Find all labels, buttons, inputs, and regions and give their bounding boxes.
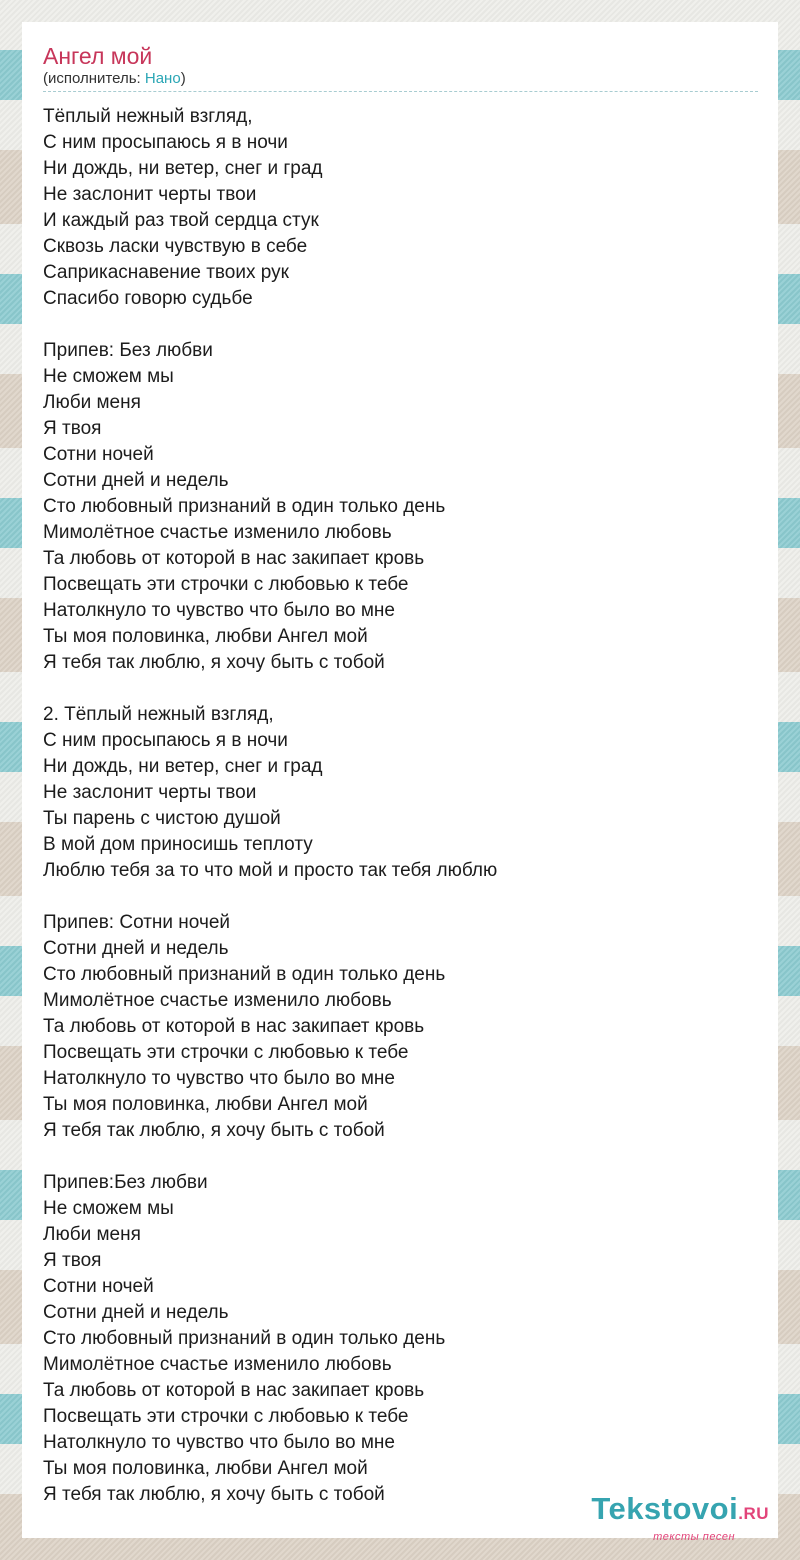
lyric-line: Люблю тебя за то что мой и просто так тебя люблю — [43, 860, 498, 881]
lyric-line: Та любовь от которой в нас закипает кровь — [43, 1016, 425, 1037]
lyric-line: Сто любовный признаний в один только день — [43, 496, 446, 517]
lyric-line: И каждый раз твой сердца стук — [43, 210, 319, 231]
lyric-line: Натолкнуло то чувство что было во мне — [43, 600, 395, 621]
logo-name: Tekstovoi — [591, 1491, 739, 1526]
lyric-line: Не заслонит черты твои — [43, 782, 257, 803]
song-title: Ангел мой — [43, 43, 153, 69]
lyric-line: Я тебя так люблю, я хочу быть с тобой — [43, 1120, 385, 1141]
lyric-line: Ни дождь, ни ветер, снег и град — [43, 158, 323, 179]
performer-line — [43, 70, 758, 90]
stanza-break — [43, 884, 758, 910]
lyric-line: Не сможем мы — [43, 1198, 174, 1219]
performer-prefix: (исполнитель: — [43, 70, 145, 87]
stanza-break — [43, 676, 758, 702]
site-logo[interactable] — [564, 1491, 769, 1543]
lyric-line: Не сможем мы — [43, 366, 174, 387]
logo-tagline: тексты песен — [653, 1531, 735, 1543]
lyric-line: Люби меня — [43, 1224, 141, 1245]
performer-suffix: ) — [180, 70, 186, 87]
lyric-line: Люби меня — [43, 392, 141, 413]
lyric-line: Ты парень с чистою душой — [43, 808, 281, 829]
lyrics-text — [43, 104, 758, 1508]
lyric-line: Я твоя — [43, 418, 102, 439]
artist-link[interactable]: Нано — [144, 70, 181, 87]
lyric-line: Я тебя так люблю, я хочу быть с тобой — [43, 652, 385, 673]
lyric-line: Припев:Без любви — [43, 1172, 208, 1193]
lyric-line: Посвещать эти строчки с любовью к тебе — [43, 574, 409, 595]
lyric-line: С ним просыпаюсь я в ночи — [43, 730, 288, 751]
lyric-line: Тёплый нежный взгляд, — [43, 106, 253, 127]
lyric-line: 2. Тёплый нежный взгляд, — [43, 704, 274, 725]
lyric-line: Натолкнуло то чувство что было во мне — [43, 1432, 395, 1453]
stanza-break — [43, 1144, 758, 1170]
lyric-line: Не заслонит черты твои — [43, 184, 257, 205]
lyric-line: В мой дом приносишь теплоту — [43, 834, 313, 855]
lyric-line: Мимолётное счастье изменило любовь — [43, 990, 392, 1011]
lyric-line: Мимолётное счастье изменило любовь — [43, 1354, 392, 1375]
lyric-line: Сотни ночей — [43, 1276, 154, 1297]
lyric-line: Саприкаснавение твоих рук — [43, 262, 289, 283]
lyric-line: Припев: Без любви — [43, 340, 213, 361]
lyric-line: Ты моя половинка, любви Ангел мой — [43, 626, 368, 647]
lyric-line: Спасибо говорю судьбе — [43, 288, 253, 309]
lyric-line: Сотни дней и недель — [43, 938, 229, 959]
lyrics-card — [22, 22, 778, 1538]
lyric-line: Посвещать эти строчки с любовью к тебе — [43, 1042, 409, 1063]
lyric-line: Натолкнуло то чувство что было во мне — [43, 1068, 395, 1089]
lyric-line: Сотни дней и недель — [43, 1302, 229, 1323]
lyric-line: Припев: Сотни ночей — [43, 912, 231, 933]
lyric-line: Я твоя — [43, 1250, 102, 1271]
lyric-line: Ты моя половинка, любви Ангел мой — [43, 1458, 368, 1479]
logo-tld: .RU — [738, 1504, 769, 1523]
lyric-line: Я тебя так люблю, я хочу быть с тобой — [43, 1484, 385, 1505]
lyric-line: Та любовь от которой в нас закипает кровь — [43, 1380, 425, 1401]
stanza-break — [43, 312, 758, 338]
lyric-line: Сто любовный признаний в один только день — [43, 964, 446, 985]
lyric-line: Мимолётное счастье изменило любовь — [43, 522, 392, 543]
lyric-line: С ним просыпаюсь я в ночи — [43, 132, 288, 153]
lyric-line: Сотни ночей — [43, 444, 154, 465]
lyric-line: Сквозь ласки чувствую в себе — [43, 236, 308, 257]
lyric-line: Ты моя половинка, любви Ангел мой — [43, 1094, 368, 1115]
title-divider — [43, 91, 758, 92]
lyric-line: Посвещать эти строчки с любовью к тебе — [43, 1406, 409, 1427]
lyric-line: Сотни дней и недель — [43, 470, 229, 491]
lyric-line: Сто любовный признаний в один только день — [43, 1328, 446, 1349]
lyric-line: Ни дождь, ни ветер, снег и град — [43, 756, 323, 777]
lyric-line: Та любовь от которой в нас закипает кровь — [43, 548, 425, 569]
